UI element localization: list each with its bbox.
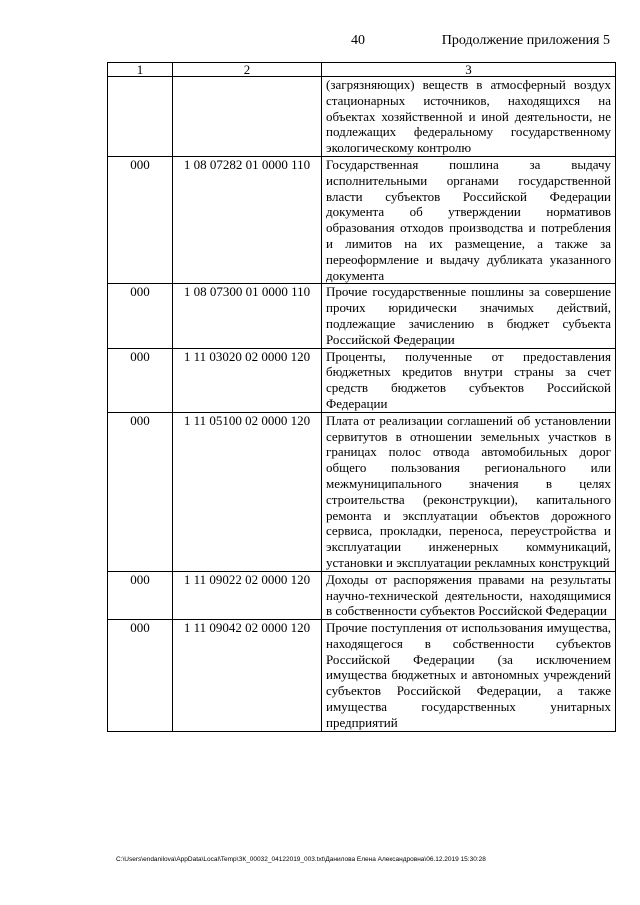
table-row: [108, 620, 616, 732]
revenue-description-cell: Доходы от распоряжения правами на результаты научно-технической деятельности, находящимися в собственности субъектов Российской Федерации: [322, 571, 616, 619]
column-header-2: 2: [173, 63, 322, 77]
budget-code-cell: 1 11 09022 02 0000 120: [173, 571, 322, 619]
admin-code-cell: 000: [108, 348, 173, 412]
table-row: [108, 284, 616, 348]
table-row: [108, 348, 616, 412]
admin-code-cell: 000: [108, 620, 173, 732]
revenue-description-cell: Прочие поступления от использования имущества, находящегося в собственности субъектов Российской Федерации (за исключением имущества бюджетных и автономных учреждений субъектов Российской Федерации, а также имущества государственных унитарных предприятий: [322, 620, 616, 732]
table-row: [108, 571, 616, 619]
revenue-description-cell: Государственная пошлина за выдачу исполнительными органами государственной власти субъектов Российской Федерации документа об утверждении нормативов образования отходов производства и потребления и лимитов на их размещение, а также за переоформление и выдачу дубликата указанного документа: [322, 156, 616, 283]
column-header-3: 3: [322, 63, 616, 77]
admin-code-cell: 000: [108, 571, 173, 619]
table-header-row: [108, 63, 616, 77]
table-row: [108, 77, 616, 157]
appendix-continuation-label: Продолжение приложения 5: [441, 33, 610, 48]
revenue-description-cell: Проценты, полученные от предоставления бюджетных кредитов внутри страны за счет средств бюджетов субъектов Российской Федерации: [322, 348, 616, 412]
budget-code-cell: 1 11 09042 02 0000 120: [173, 620, 322, 732]
table-row: [108, 156, 616, 283]
revenue-codes-table: [107, 62, 616, 732]
column-header-1: 1: [108, 63, 173, 77]
admin-code-cell: 000: [108, 412, 173, 571]
table-row: [108, 412, 616, 571]
budget-code-cell: 1 08 07300 01 0000 110: [173, 284, 322, 348]
admin-code-cell: 000: [108, 284, 173, 348]
budget-code-cell: 1 11 05100 02 0000 120: [173, 412, 322, 571]
budget-code-cell: 1 11 03020 02 0000 120: [173, 348, 322, 412]
admin-code-cell: 000: [108, 156, 173, 283]
revenue-description-cell: (загрязняющих) веществ в атмосферный воздух стационарных источников, находящихся на объектах хозяйственной и иной деятельности, не подлежащих федеральному государственному экологическому контролю: [322, 77, 616, 157]
revenue-description-cell: Плата от реализации соглашений об установлении сервитутов в отношении земельных участков в границах полос отвода автомобильных дорог общего пользования регионального или межмуниципального значения в целях строительства (реконструкции), капитального ремонта и эксплуатации объектов дорожного сервиса, прокладки, переноса, переустройства и эксплуатации инженерных коммуникаций, установки и эксплуатации рекламных конструкций: [322, 412, 616, 571]
admin-code-cell: [108, 77, 173, 157]
footer-file-path: C:\Users\endanilova\AppData\Local\Temp\ЗК_00032_04122019_003.txt\Данилова Елена Александровна\06.12.2019 15:30:28: [116, 856, 486, 863]
budget-code-cell: 1 08 07282 01 0000 110: [173, 156, 322, 283]
budget-code-cell: [173, 77, 322, 157]
revenue-description-cell: Прочие государственные пошлины за совершение прочих юридически значимых действий, подлежащие зачислению в бюджет субъекта Российской Федерации: [322, 284, 616, 348]
page-number: 40: [351, 33, 365, 48]
